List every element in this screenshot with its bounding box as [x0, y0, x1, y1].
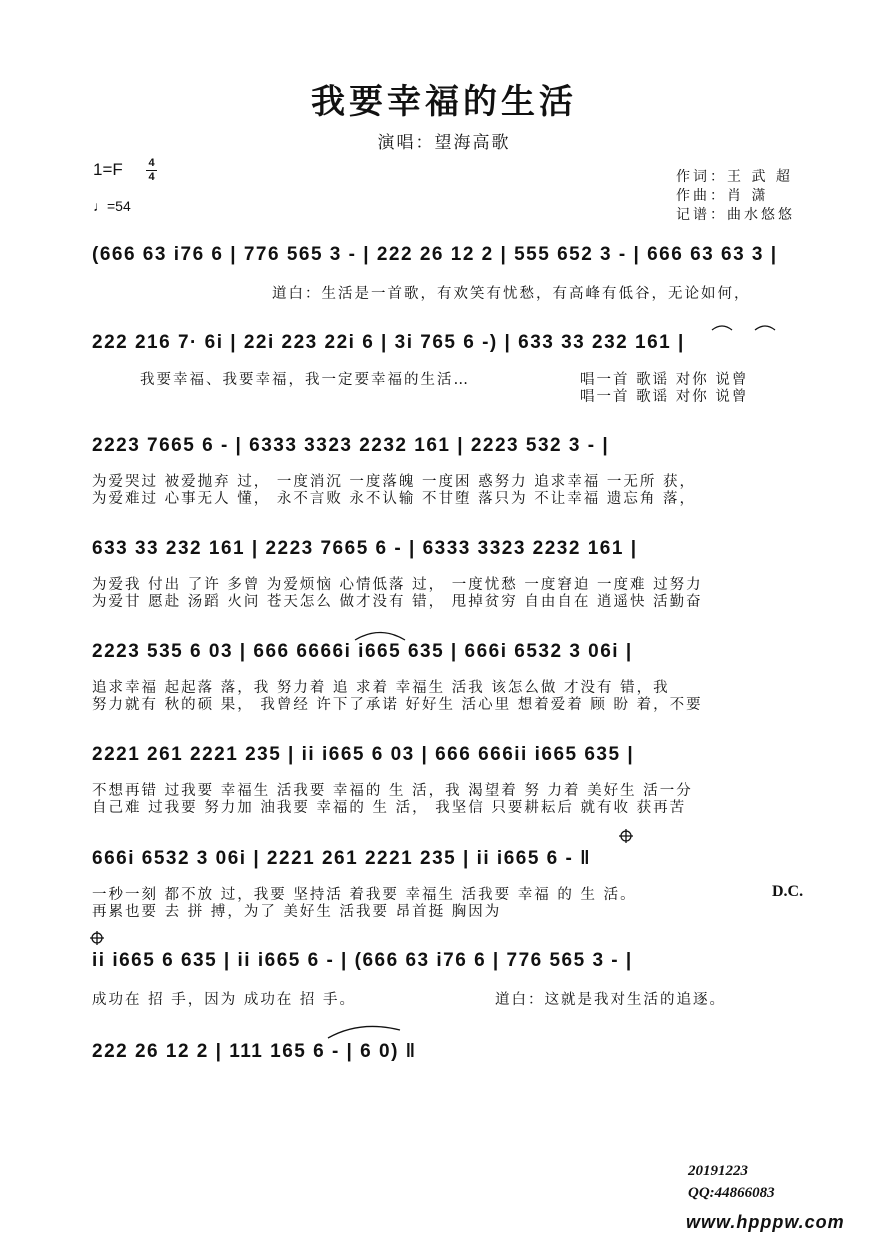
slur-s2-1 [712, 326, 732, 330]
slur-final [328, 1026, 400, 1038]
time-sig-bottom: 4 [148, 171, 155, 183]
transcriber-credit: 记谱：曲水悠悠 [676, 207, 795, 223]
lyricist-credit: 作词：王 武 超 [676, 169, 793, 185]
system-7-notes: 666i 6532 3 06i | 2221 261 2221 235 | ii i665 6 - ‖ [92, 848, 592, 869]
system-8-lyric-1: 成功在 招 手，因为 成功在 招 手。 [92, 992, 357, 1008]
system-2-lyric-2: 唱一首 歌谣 对你 说曾 [580, 372, 749, 388]
system-6-lyric-1: 不想再错 过我要 幸福生 活我要 幸福的 生 活，我 渴望着 努 力着 美好生 活一分 [92, 783, 693, 799]
system-8-notes: ii i665 6 635 | ii i665 6 - | (666 63 i76 6 | 776 565 3 - | [92, 950, 633, 971]
footer-date: 20191223 [688, 1163, 748, 1179]
dc-mark: D.C. [772, 883, 804, 900]
song-title: 我要幸福的生活 [311, 82, 577, 122]
coda-sign-1 [619, 829, 633, 843]
system-1-notes: (666 63 i76 6 | 776 565 3 - | 222 26 12 2 | 555 652 3 - | 666 63 63 3 | [92, 244, 778, 265]
coda-sign-2 [90, 931, 104, 945]
composer-credit: 作曲：肖 潇 [676, 188, 769, 204]
system-6-lyric-2: 自己难 过我要 努力加 油我要 幸福的 生 活， 我坚信 只要耕耘后 就有收 获再苦 [92, 800, 687, 816]
singer-line: 演唱：望海高歌 [377, 133, 511, 153]
footer-site-watermark: www.hpppw.com [686, 1212, 845, 1232]
system-9-notes: 222 26 12 2 | 111 165 6 - | 6 0) ‖ [92, 1041, 417, 1062]
system-7-lyric-1: 一秒一刻 都不放 过，我要 坚持活 着我要 幸福生 活我要 幸福 的 生 活。 [92, 887, 637, 903]
system-4-notes: 633 33 232 161 | 2223 7665 6 - | 6333 3323 2232 161 | [92, 538, 638, 559]
time-sig-top: 4 [148, 157, 155, 169]
system-2-lyric-1: 我要幸福、我要幸福，我一定要幸福的生活… [140, 372, 470, 388]
system-3-lyric-2: 为爱难过 心事无人 懂， 永不言败 永不认输 不甘堕 落只为 不让幸福 遗忘角 落， [92, 491, 696, 507]
system-6-notes: 2221 261 2221 235 | ii i665 6 03 | 666 666ii i665 635 | [92, 744, 635, 765]
slur-s5-1 [355, 633, 405, 641]
system-5-notes: 2223 535 6 03 | 666 6666i i665 635 | 666i 6532 3 06i | [92, 641, 633, 662]
system-4-lyric-2: 为爱甘 愿赴 汤蹈 火问 苍天怎么 做才没有 错， 甩掉贫穷 自由自在 逍遥快 活勤奋 [92, 594, 703, 610]
footer-qq: QQ:44866083 [688, 1185, 775, 1201]
system-5-lyric-2: 努力就有 秋的硕 果， 我曾经 许下了承诺 好好生 活心里 想着爱着 顾 盼 着，不要 [92, 697, 703, 713]
system-4-lyric-1: 为爱我 付出 了许 多曾 为爱烦恼 心情低落 过， 一度忧愁 一度窘迫 一度难 过努力 [92, 577, 703, 593]
system-3-lyric-1: 为爱哭过 被爱抛弃 过， 一度消沉 一度落魄 一度困 惑努力 追求幸福 一无所 获， [92, 474, 696, 490]
slur-s2-2 [755, 326, 775, 330]
system-5-lyric-1: 追求幸福 起起落 落，我 努力着 追 求着 幸福生 活我 该怎么做 才没有 错，我 [92, 680, 670, 696]
system-8-lyric-2: 道白：这就是我对生活的追逐。 [495, 992, 726, 1008]
system-7-lyric-2: 再累也要 去 拼 搏，为了 美好生 活我要 昂首挺 胸因为 [92, 904, 502, 920]
system-2-notes: 222 216 7· 6i | 22i 223 22i 6 | 3i 765 6 -) | 633 33 232 161 | [92, 332, 685, 353]
tempo-mark: ♩=54 [93, 198, 131, 214]
system-1-lyric-1: 道白：生活是一首歌，有欢笑有忧愁，有高峰有低谷，无论如何， [272, 286, 751, 302]
system-2-lyric-3: 唱一首 歌谣 对你 说曾 [580, 389, 749, 405]
key-signature: 1=F [93, 160, 123, 179]
system-3-notes: 2223 7665 6 - | 6333 3323 2232 161 | 2223 532 3 - | [92, 435, 610, 456]
